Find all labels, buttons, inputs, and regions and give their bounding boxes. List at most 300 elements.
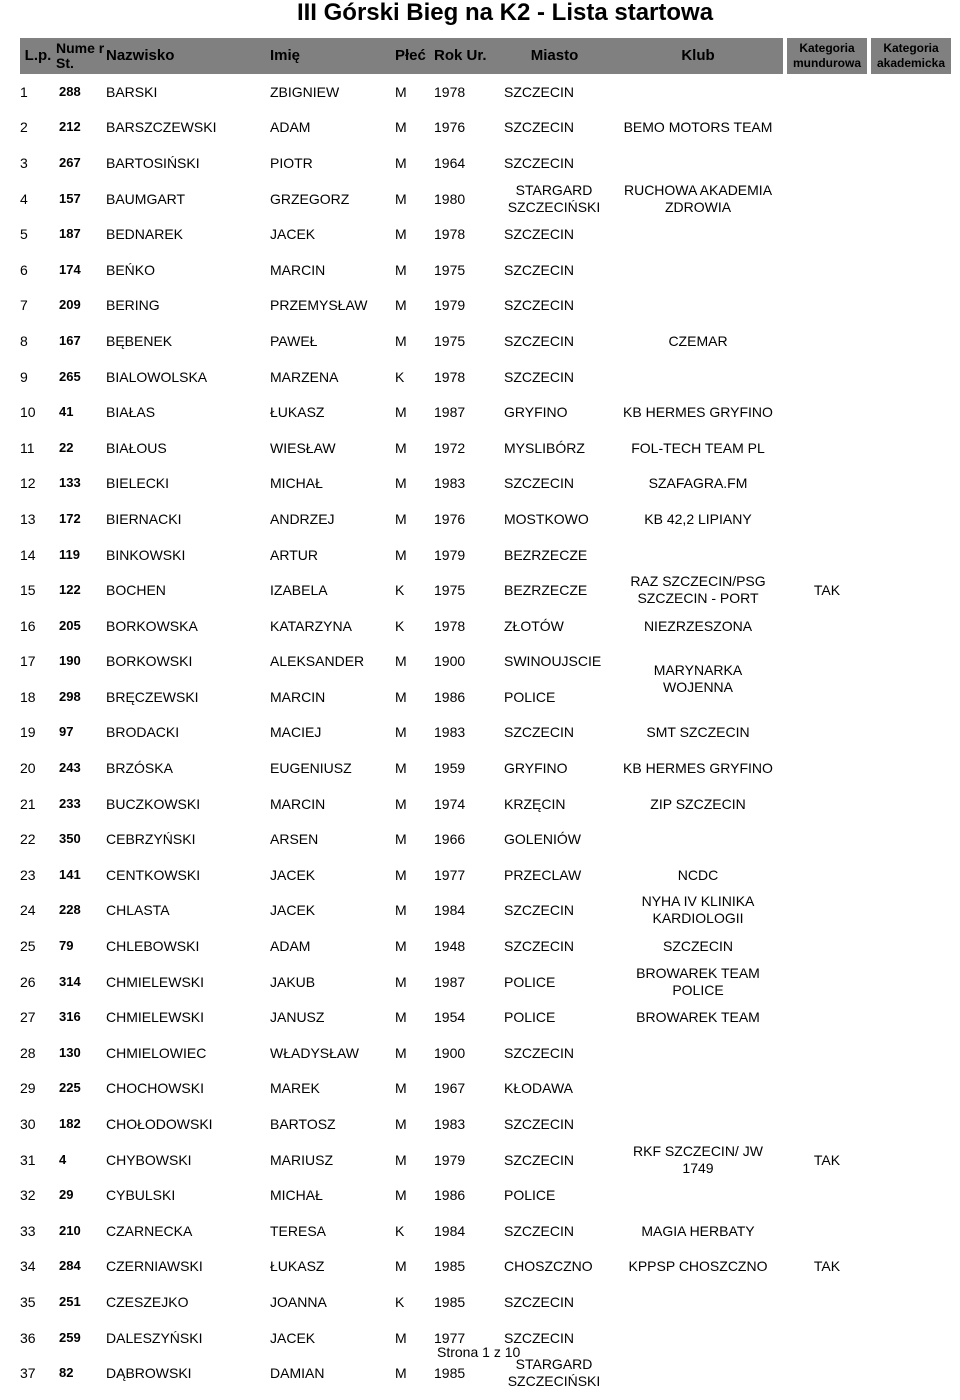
cell-birth-year: 1977	[434, 866, 466, 883]
cell-club	[613, 537, 783, 573]
cell-club: KB HERMES GRYFINO	[623, 760, 773, 777]
cell-surname: CYBULSKI	[106, 1187, 176, 1204]
cell-sex: M	[395, 1080, 407, 1097]
cell-surname: BRZÓSKA	[106, 760, 173, 777]
cell-category-academic	[871, 288, 951, 324]
table-row	[20, 1177, 951, 1213]
cell-lp: 29	[20, 1080, 36, 1097]
table-row	[20, 857, 951, 893]
cell-club: NIEZRZESZONA	[643, 617, 753, 634]
cell-birth-year: 1984	[434, 1222, 466, 1239]
cell-club-text: RAZ SZCZECIN/PSG SZCZECIN - PORT	[630, 573, 766, 607]
cell-club: MAGIA HERBATY	[641, 1222, 755, 1239]
cell-city: SZCZECIN	[504, 902, 574, 919]
cell-city: SZCZECIN	[504, 1044, 574, 1061]
cell-start-number: 233	[59, 795, 81, 811]
cell-start-number: 79	[59, 938, 74, 954]
cell-birth-year: 1900	[434, 653, 466, 670]
cell-category-academic	[871, 216, 951, 252]
cell-surname: CZERNIAWSKI	[106, 1258, 203, 1275]
cell-category-uniformed	[787, 644, 867, 680]
cell-surname: CZARNECKA	[106, 1222, 193, 1239]
cell-start-number: 243	[59, 760, 81, 776]
cell-category-academic	[871, 1177, 951, 1213]
cell-category-academic	[871, 1035, 951, 1071]
cell-lp: 17	[20, 653, 36, 670]
cell-lp: 3	[20, 154, 28, 171]
cell-sex: M	[395, 831, 407, 848]
cell-surname: CHYBOWSKI	[106, 1151, 192, 1168]
cell-birth-year: 1985	[434, 1258, 466, 1275]
cell-start-number: 298	[59, 688, 81, 704]
cell-lp: 13	[20, 510, 36, 527]
cell-category-academic	[871, 1284, 951, 1320]
cell-lp: 37	[20, 1365, 36, 1382]
cell-city: SZCZECIN	[504, 261, 574, 278]
cell-sex: M	[395, 1258, 407, 1275]
cell-first-name: EUGENIUSZ	[270, 760, 352, 777]
cell-first-name: TERESA	[270, 1222, 327, 1239]
cell-start-number: 167	[59, 332, 81, 348]
cell-start-number: 41	[59, 404, 74, 420]
cell-start-number: 187	[59, 226, 81, 242]
cell-birth-year: 1975	[434, 582, 466, 599]
cell-sex: M	[395, 190, 407, 207]
cell-sex: M	[395, 1009, 407, 1026]
cell-birth-year: 1987	[434, 973, 466, 990]
cell-club	[613, 1142, 783, 1178]
cell-sex: M	[395, 83, 407, 100]
cell-first-name: DAMIAN	[270, 1365, 325, 1382]
cell-sex: M	[395, 332, 407, 349]
cell-first-name: MARIUSZ	[270, 1151, 333, 1168]
cell-sex: M	[395, 475, 407, 492]
cell-birth-year: 1972	[434, 439, 466, 456]
cell-city: SZCZECIN	[504, 1222, 574, 1239]
cell-first-name: WŁADYSŁAW	[270, 1044, 359, 1061]
cell-category-uniformed	[787, 466, 867, 502]
cell-city: MOSTKOWO	[504, 510, 589, 527]
table-row	[20, 288, 951, 324]
cell-birth-year: 1967	[434, 1080, 466, 1097]
cell-club: NCDC	[677, 866, 719, 883]
table-row	[20, 466, 951, 502]
cell-category-academic	[871, 110, 951, 146]
cell-club: SZCZECIN	[663, 938, 733, 955]
cell-lp: 26	[20, 973, 36, 990]
cell-city: BEZRZECZE	[504, 546, 588, 563]
cell-category-uniformed	[787, 1284, 867, 1320]
cell-city: SWINOUJSCIE	[504, 653, 602, 670]
cell-birth-year: 1983	[434, 1116, 466, 1133]
cell-start-number: 225	[59, 1080, 81, 1096]
cell-lp: 12	[20, 475, 36, 492]
cell-category-academic	[871, 1071, 951, 1107]
cell-first-name: MACIEJ	[270, 724, 322, 741]
cell-city: POLICE	[504, 1009, 556, 1026]
cell-city: SZCZECIN	[504, 1293, 574, 1310]
cell-start-number: 251	[59, 1293, 81, 1309]
cell-club	[613, 1106, 783, 1142]
cell-start-number: 4	[59, 1151, 67, 1167]
cell-club	[613, 1355, 783, 1391]
cell-city: GRYFINO	[504, 404, 568, 421]
cell-first-name: WIESŁAW	[270, 439, 336, 456]
table-row	[20, 608, 951, 644]
cell-club	[613, 1035, 783, 1071]
table-row	[20, 394, 951, 430]
table-row	[20, 821, 951, 857]
page-title: III Górski Bieg na K2 - Lista startowa	[296, 0, 714, 26]
cell-first-name: JACEK	[270, 226, 316, 243]
cell-first-name: ŁUKASZ	[270, 1258, 325, 1275]
cell-club	[613, 1071, 783, 1107]
cell-category-uniformed	[787, 786, 867, 822]
cell-category-academic	[871, 1249, 951, 1285]
cell-category-uniformed	[787, 110, 867, 146]
cell-lp: 30	[20, 1116, 36, 1133]
cell-category-academic	[871, 750, 951, 786]
cell-sex: M	[395, 261, 407, 278]
cell-club-merged	[613, 145, 783, 252]
header-imie: Imię	[270, 38, 395, 74]
cell-category-academic	[871, 821, 951, 857]
cell-category-uniformed: TAK	[813, 1151, 841, 1168]
cell-category-academic	[871, 501, 951, 537]
cell-category-academic	[871, 572, 951, 608]
cell-surname: DALESZYŃSKI	[106, 1329, 203, 1346]
header-rok: Rok Ur.	[434, 38, 496, 74]
cell-start-number: 141	[59, 866, 81, 882]
cell-surname: BINKOWSKI	[106, 546, 186, 563]
cell-lp: 18	[20, 688, 36, 705]
cell-category-academic	[871, 893, 951, 929]
cell-birth-year: 1959	[434, 760, 466, 777]
cell-birth-year: 1975	[434, 332, 466, 349]
cell-category-uniformed	[787, 999, 867, 1035]
cell-city: SZCZECIN	[504, 1151, 574, 1168]
cell-start-number: 209	[59, 297, 81, 313]
cell-city: SZCZECIN	[504, 1329, 574, 1346]
cell-sex: M	[395, 795, 407, 812]
cell-sex: M	[395, 973, 407, 990]
cell-sex: K	[395, 368, 405, 385]
cell-city-text: STARGARD SZCZECIŃSKI	[507, 181, 601, 215]
cell-category-uniformed	[787, 1213, 867, 1249]
cell-category-uniformed	[787, 1071, 867, 1107]
cell-sex: M	[395, 226, 407, 243]
cell-start-number: 212	[59, 119, 81, 135]
cell-category-uniformed	[787, 857, 867, 893]
cell-start-number: 122	[59, 582, 81, 598]
cell-lp: 36	[20, 1329, 36, 1346]
header-nazwisko: Nazwisko	[106, 38, 270, 74]
cell-surname: BIERNACKI	[106, 510, 182, 527]
table-row	[20, 964, 951, 1000]
cell-surname: CEBRZYŃSKI	[106, 831, 196, 848]
cell-birth-year: 1966	[434, 831, 466, 848]
cell-city: SZCZECIN	[504, 724, 574, 741]
cell-birth-year: 1979	[434, 546, 466, 563]
cell-start-number: 172	[59, 510, 81, 526]
cell-surname: BORKOWSKI	[106, 653, 193, 670]
cell-category-uniformed	[787, 821, 867, 857]
cell-surname: BIAŁOUS	[106, 439, 167, 456]
cell-start-number: 288	[59, 83, 81, 99]
cell-start-number: 267	[59, 154, 81, 170]
table-row	[20, 572, 951, 608]
cell-first-name: JAKUB	[270, 973, 316, 990]
table-row	[20, 501, 951, 537]
cell-city	[496, 181, 613, 217]
cell-first-name: JACEK	[270, 1329, 316, 1346]
cell-category-academic	[871, 964, 951, 1000]
cell-city: POLICE	[504, 973, 556, 990]
cell-city: SZCZECIN	[504, 154, 574, 171]
table-row	[20, 1355, 951, 1391]
cell-lp: 27	[20, 1009, 36, 1026]
cell-start-number: 82	[59, 1365, 74, 1381]
cell-sex: M	[395, 439, 407, 456]
cell-category-academic	[871, 999, 951, 1035]
cell-start-number: 133	[59, 475, 81, 491]
cell-city: GOLENIÓW	[504, 831, 582, 848]
cell-club: FOL-TECH TEAM PL	[631, 439, 765, 456]
cell-lp: 10	[20, 404, 36, 421]
cell-lp: 25	[20, 938, 36, 955]
cell-club: CZEMAR	[668, 332, 728, 349]
cell-club	[613, 74, 783, 110]
cell-birth-year: 1964	[434, 154, 466, 171]
table-row	[20, 1284, 951, 1320]
cell-sex: M	[395, 653, 407, 670]
cell-category-academic	[871, 679, 951, 715]
cell-first-name: ADAM	[270, 938, 311, 955]
cell-sex: K	[395, 1293, 405, 1310]
cell-club: KB 42,2 LIPIANY	[644, 510, 752, 527]
cell-surname: CHLASTA	[106, 902, 170, 919]
cell-first-name: MARCIN	[270, 261, 326, 278]
cell-sex: M	[395, 546, 407, 563]
cell-club	[613, 359, 783, 395]
cell-birth-year: 1985	[434, 1293, 466, 1310]
cell-category-academic	[871, 1213, 951, 1249]
cell-lp: 15	[20, 582, 36, 599]
cell-club	[613, 572, 783, 608]
cell-surname: CZESZEJKO	[106, 1293, 189, 1310]
cell-lp: 19	[20, 724, 36, 741]
cell-category-uniformed	[787, 1320, 867, 1356]
cell-category-academic	[871, 466, 951, 502]
cell-surname: BIELECKI	[106, 475, 170, 492]
table-row	[20, 715, 951, 751]
cell-surname: BAUMGART	[106, 190, 186, 207]
table-row	[20, 679, 951, 715]
cell-start-number: 210	[59, 1222, 81, 1238]
cell-sex: K	[395, 582, 405, 599]
cell-sex: M	[395, 902, 407, 919]
cell-city	[496, 1355, 613, 1391]
cell-category-uniformed	[787, 679, 867, 715]
cell-lp: 16	[20, 617, 36, 634]
cell-lp: 35	[20, 1293, 36, 1310]
header-lp: L.p.	[20, 38, 56, 74]
cell-club: SZAFAGRA.FM	[648, 475, 748, 492]
cell-lp: 6	[20, 261, 28, 278]
cell-category-uniformed: TAK	[813, 1258, 841, 1275]
cell-club: BEMO MOTORS TEAM	[623, 119, 773, 136]
cell-city: PRZECLAW	[504, 866, 582, 883]
cell-birth-year: 1983	[434, 724, 466, 741]
table-row	[20, 323, 951, 359]
page-footer: Strona 1 z 10	[437, 1344, 521, 1360]
cell-surname: BEDNAREK	[106, 226, 184, 243]
cell-sex: M	[395, 760, 407, 777]
cell-category-uniformed	[787, 715, 867, 751]
cell-category-uniformed	[787, 288, 867, 324]
cell-club: KPPSP CHOSZCZNO	[628, 1258, 768, 1275]
cell-sex: M	[395, 510, 407, 527]
table-row	[20, 145, 951, 181]
cell-city: ZŁOTÓW	[504, 617, 564, 634]
table-row	[20, 252, 951, 288]
cell-lp: 5	[20, 226, 28, 243]
cell-surname: CHMIELEWSKI	[106, 973, 205, 990]
table-row	[20, 181, 951, 217]
cell-lp: 24	[20, 902, 36, 919]
cell-surname: BRODACKI	[106, 724, 180, 741]
cell-category-uniformed	[787, 181, 867, 217]
cell-category-academic	[871, 786, 951, 822]
cell-club-merged-text: RUCHOWA AKADEMIA ZDROWIA	[623, 181, 773, 215]
cell-category-uniformed	[787, 430, 867, 466]
table-row	[20, 537, 951, 573]
cell-city: KŁODAWA	[504, 1080, 573, 1097]
cell-first-name: KATARZYNA	[270, 617, 352, 634]
cell-sex: K	[395, 1222, 405, 1239]
header-nr: Nume r St.	[56, 38, 106, 74]
cell-sex: M	[395, 297, 407, 314]
cell-club	[613, 1177, 783, 1213]
cell-start-number: 97	[59, 724, 74, 740]
cell-club-text: RKF SZCZECIN/ JW 1749	[633, 1142, 763, 1176]
cell-start-number: 314	[59, 973, 81, 989]
cell-club-text: NYHA IV KLINIKA KARDIOLOGII	[641, 893, 755, 927]
cell-surname: BEŃKO	[106, 261, 156, 278]
cell-sex: M	[395, 866, 407, 883]
table-row	[20, 999, 951, 1035]
cell-birth-year: 1974	[434, 795, 466, 812]
cell-birth-year: 1948	[434, 938, 466, 955]
cell-birth-year: 1954	[434, 1009, 466, 1026]
cell-category-uniformed	[787, 750, 867, 786]
cell-club	[613, 252, 783, 288]
cell-category-uniformed	[787, 216, 867, 252]
cell-surname: DĄBROWSKI	[106, 1365, 192, 1382]
cell-lp: 8	[20, 332, 28, 349]
cell-category-uniformed: TAK	[813, 582, 841, 599]
cell-first-name: IZABELA	[270, 582, 328, 599]
table-row	[20, 893, 951, 929]
cell-start-number: 157	[59, 190, 81, 206]
cell-sex: M	[395, 404, 407, 421]
cell-lp: 33	[20, 1222, 36, 1239]
cell-birth-year: 1984	[434, 902, 466, 919]
table-row	[20, 644, 951, 680]
cell-city: SZCZECIN	[504, 368, 574, 385]
cell-category-uniformed	[787, 928, 867, 964]
cell-sex: K	[395, 617, 405, 634]
cell-start-number: 174	[59, 261, 81, 277]
cell-birth-year: 1900	[434, 1044, 466, 1061]
cell-surname: BIALOWOLSKA	[106, 368, 208, 385]
cell-category-academic	[871, 359, 951, 395]
cell-category-academic	[871, 1355, 951, 1391]
table-row	[20, 1142, 951, 1178]
cell-club: BROWAREK TEAM	[636, 1009, 760, 1026]
cell-first-name: ŁUKASZ	[270, 404, 325, 421]
cell-first-name: PAWEŁ	[270, 332, 318, 349]
table-row	[20, 110, 951, 146]
cell-category-academic	[871, 715, 951, 751]
table-row	[20, 1249, 951, 1285]
cell-start-number: 205	[59, 617, 81, 633]
cell-club	[613, 893, 783, 929]
cell-surname: BOCHEN	[106, 582, 166, 599]
cell-sex: M	[395, 1329, 407, 1346]
cell-city: GRYFINO	[504, 760, 568, 777]
cell-club-text: BROWAREK TEAM POLICE	[636, 964, 760, 998]
cell-lp: 22	[20, 831, 36, 848]
cell-birth-year: 1979	[434, 1151, 466, 1168]
cell-start-number: 119	[59, 546, 80, 562]
cell-category-academic	[871, 145, 951, 181]
cell-category-uniformed	[787, 394, 867, 430]
table-row	[20, 216, 951, 252]
cell-club: KB HERMES GRYFINO	[623, 404, 773, 421]
cell-city: SZCZECIN	[504, 83, 574, 100]
cell-lp: 7	[20, 297, 28, 314]
cell-start-number: 350	[59, 831, 81, 847]
cell-first-name: GRZEGORZ	[270, 190, 350, 207]
cell-club	[613, 1320, 783, 1356]
header-miasto: Miasto	[496, 38, 613, 74]
cell-city: CHOSZCZNO	[504, 1258, 593, 1275]
table-row	[20, 928, 951, 964]
cell-birth-year: 1986	[434, 1187, 466, 1204]
cell-category-uniformed	[787, 252, 867, 288]
cell-club-merged	[613, 644, 783, 715]
cell-birth-year: 1976	[434, 119, 466, 136]
cell-start-number: 316	[59, 1009, 81, 1025]
cell-first-name: PIOTR	[270, 154, 313, 171]
cell-birth-year: 1986	[434, 688, 466, 705]
cell-surname: CHOCHOWSKI	[106, 1080, 204, 1097]
cell-category-uniformed	[787, 323, 867, 359]
cell-lp: 2	[20, 119, 28, 136]
cell-sex: M	[395, 938, 407, 955]
cell-birth-year: 1977	[434, 1329, 466, 1346]
cell-city: POLICE	[504, 1187, 556, 1204]
cell-surname: BARTOSIŃSKI	[106, 154, 200, 171]
cell-category-uniformed	[787, 501, 867, 537]
cell-surname: BARSZCZEWSKI	[106, 119, 217, 136]
cell-start-number: 228	[59, 902, 81, 918]
cell-first-name: JACEK	[270, 866, 316, 883]
cell-start-number: 130	[59, 1044, 81, 1060]
cell-surname: CHOŁODOWSKI	[106, 1116, 213, 1133]
cell-lp: 31	[20, 1151, 36, 1168]
